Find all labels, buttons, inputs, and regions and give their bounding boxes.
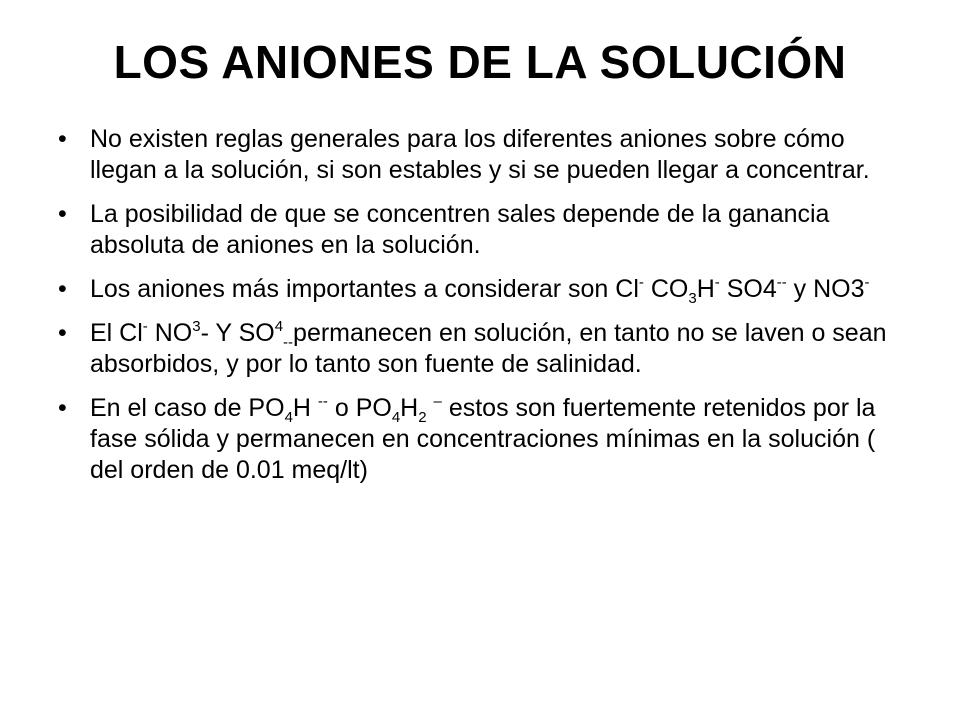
bullet-item xyxy=(58,274,908,305)
bullet-marker: • xyxy=(58,125,67,153)
charge-superscript: – xyxy=(433,393,442,410)
charge-superscript: - xyxy=(714,274,720,291)
formula-subscript: 3 xyxy=(688,290,697,307)
bullet-marker: • xyxy=(58,394,67,422)
text-run: El Cl xyxy=(90,319,143,347)
bullet-item xyxy=(58,393,908,486)
charge-superscript: -- xyxy=(317,393,328,410)
bullet-item xyxy=(58,318,908,380)
charge-superscript: - xyxy=(638,274,644,291)
bullet-marker: • xyxy=(58,200,67,228)
bullet-item xyxy=(58,199,908,261)
slide-title: LOS ANIONES DE LA SOLUCIÓN xyxy=(113,36,847,88)
formula-subscript: 4 xyxy=(391,409,401,426)
formula-superscript: 3 xyxy=(192,318,201,335)
text-run xyxy=(427,394,434,422)
text-run: estos son fuertemente retenidos por la fase sólida y permanecen en concentraciones mínimas en la solución ( del orden de 0.01 meq/lt) xyxy=(90,394,876,484)
bullet-text xyxy=(90,319,887,378)
charge-superscript: - xyxy=(864,274,870,291)
bullet-text xyxy=(90,274,870,307)
bullet-text: La posibilidad de que se concentren sales depende de la ganancia absoluta de aniones en la solución. xyxy=(90,200,830,259)
text-run: H xyxy=(292,394,318,422)
text-run: En el caso de PO xyxy=(90,394,285,422)
text-run: Los aniones más importantes a considerar son Cl xyxy=(90,275,639,303)
charge-subscript: -- xyxy=(283,334,294,351)
charge-superscript: -- xyxy=(776,274,787,291)
text-run: H xyxy=(400,394,419,422)
bullet-text xyxy=(90,394,875,484)
bullet-list xyxy=(58,124,908,499)
formula-subscript: 4 xyxy=(284,409,293,426)
bullet-marker: • xyxy=(58,319,67,347)
text-run: NO xyxy=(147,319,193,347)
text-run: o PO xyxy=(327,394,392,422)
formula-subscript: 2 xyxy=(418,409,427,426)
text-run: permanecen en solución, en tanto no se laven o sean absorbidos, y por lo tanto son fuente de salinidad. xyxy=(90,319,887,378)
bullet-marker: • xyxy=(58,275,67,303)
text-run: SO4 xyxy=(719,275,777,303)
text-run: CO xyxy=(643,275,689,303)
charge-superscript: - xyxy=(142,318,148,335)
bullet-item xyxy=(58,124,908,186)
bullet-text: No existen reglas generales para los diferentes aniones sobre cómo llegan a la solución, si son estables y si se pueden llegar a concentrar. xyxy=(90,125,870,184)
text-run: y NO3 xyxy=(786,275,865,303)
text-run: - Y SO xyxy=(200,319,275,347)
formula-superscript: 4 xyxy=(274,318,284,335)
text-run: H xyxy=(696,275,715,303)
